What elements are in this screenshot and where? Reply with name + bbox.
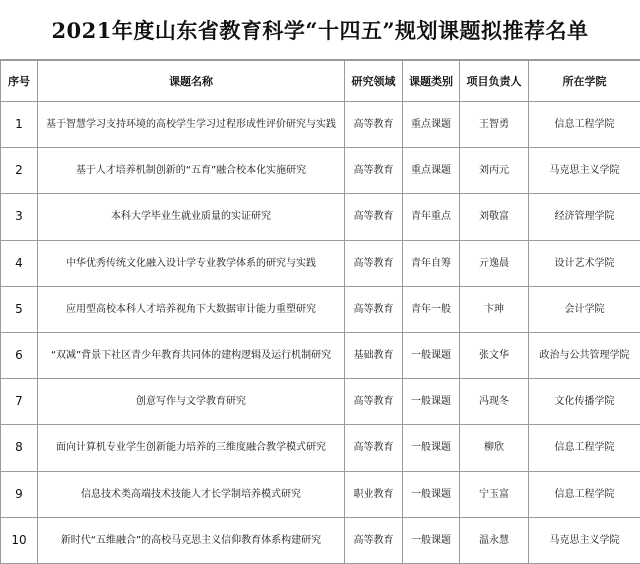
cell-category[interactable]: 一般课题	[403, 379, 460, 425]
cell-leader[interactable]: 柳欣	[460, 425, 529, 471]
cell-leader[interactable]: 宁玉富	[460, 471, 529, 517]
table-row	[1, 194, 640, 240]
cell-seq[interactable]: 10	[1, 517, 38, 563]
table-row	[1, 471, 640, 517]
cell-topic[interactable]: 基于智慧学习支持环境的高校学生学习过程形成性评价研究与实践	[38, 102, 345, 148]
header-topic[interactable]: 课题名称	[38, 61, 345, 102]
cell-field[interactable]: 高等教育	[345, 102, 403, 148]
cell-category[interactable]: 青年一般	[403, 286, 460, 332]
header-field[interactable]: 研究领域	[345, 61, 403, 102]
header-leader[interactable]: 项目负责人	[460, 61, 529, 102]
cell-college[interactable]: 信息工程学院	[529, 102, 640, 148]
header-seq[interactable]: 序号	[1, 61, 38, 102]
cell-college[interactable]: 会计学院	[529, 286, 640, 332]
cell-field[interactable]: 高等教育	[345, 194, 403, 240]
table-row	[1, 425, 640, 471]
cell-field[interactable]: 基础教育	[345, 332, 403, 378]
header-category[interactable]: 课题类别	[403, 61, 460, 102]
cell-leader[interactable]: 冯现冬	[460, 379, 529, 425]
header-college[interactable]: 所在学院	[529, 61, 640, 102]
cell-seq[interactable]: 8	[1, 425, 38, 471]
cell-field[interactable]: 高等教育	[345, 148, 403, 194]
cell-topic[interactable]: 新时代“五维融合”的高校马克思主义信仰教育体系构建研究	[38, 517, 345, 563]
cell-leader[interactable]: 张文华	[460, 332, 529, 378]
table-row	[1, 102, 640, 148]
cell-category[interactable]: 重点课题	[403, 148, 460, 194]
recommendation-table	[0, 60, 640, 564]
cell-category[interactable]: 一般课题	[403, 425, 460, 471]
cell-seq[interactable]: 4	[1, 240, 38, 286]
cell-topic[interactable]: 中华优秀传统文化融入设计学专业教学体系的研究与实践	[38, 240, 345, 286]
cell-leader[interactable]: 温永慧	[460, 517, 529, 563]
cell-college[interactable]: 信息工程学院	[529, 471, 640, 517]
cell-leader[interactable]: 亓逸晨	[460, 240, 529, 286]
cell-college[interactable]: 马克思主义学院	[529, 148, 640, 194]
table-row	[1, 286, 640, 332]
cell-category[interactable]: 一般课题	[403, 332, 460, 378]
cell-seq[interactable]: 5	[1, 286, 38, 332]
sheet-title: 2021年度山东省教育科学“十四五”规划课题拟推荐名单	[0, 0, 640, 60]
cell-leader[interactable]: 刘丙元	[460, 148, 529, 194]
cell-college[interactable]: 马克思主义学院	[529, 517, 640, 563]
table-row	[1, 332, 640, 378]
table-row	[1, 240, 640, 286]
cell-topic[interactable]: “双减”背景下社区青少年教育共同体的建构逻辑及运行机制研究	[38, 332, 345, 378]
table-row	[1, 379, 640, 425]
table-row	[1, 148, 640, 194]
cell-seq[interactable]: 6	[1, 332, 38, 378]
cell-field[interactable]: 高等教育	[345, 517, 403, 563]
cell-field[interactable]: 职业教育	[345, 471, 403, 517]
cell-college[interactable]: 经济管理学院	[529, 194, 640, 240]
cell-field[interactable]: 高等教育	[345, 379, 403, 425]
cell-category[interactable]: 青年重点	[403, 194, 460, 240]
cell-seq[interactable]: 7	[1, 379, 38, 425]
cell-field[interactable]: 高等教育	[345, 286, 403, 332]
cell-leader[interactable]: 卞珅	[460, 286, 529, 332]
cell-field[interactable]: 高等教育	[345, 240, 403, 286]
cell-leader[interactable]: 王智勇	[460, 102, 529, 148]
cell-topic[interactable]: 应用型高校本科人才培养视角下大数据审计能力重塑研究	[38, 286, 345, 332]
cell-seq[interactable]: 9	[1, 471, 38, 517]
cell-category[interactable]: 重点课题	[403, 102, 460, 148]
cell-topic[interactable]: 面向计算机专业学生创新能力培养的三维度融合教学模式研究	[38, 425, 345, 471]
cell-category[interactable]: 青年自筹	[403, 240, 460, 286]
cell-category[interactable]: 一般课题	[403, 517, 460, 563]
cell-college[interactable]: 文化传播学院	[529, 379, 640, 425]
cell-topic[interactable]: 信息技术类高端技术技能人才长学制培养模式研究	[38, 471, 345, 517]
cell-topic[interactable]: 创意写作与文学教育研究	[38, 379, 345, 425]
cell-college[interactable]: 政治与公共管理学院	[529, 332, 640, 378]
table-row	[1, 517, 640, 563]
cell-field[interactable]: 高等教育	[345, 425, 403, 471]
cell-college[interactable]: 设计艺术学院	[529, 240, 640, 286]
cell-college[interactable]: 信息工程学院	[529, 425, 640, 471]
cell-topic[interactable]: 本科大学毕业生就业质量的实证研究	[38, 194, 345, 240]
cell-seq[interactable]: 1	[1, 102, 38, 148]
cell-topic[interactable]: 基于人才培养机制创新的“五育”融合校本化实施研究	[38, 148, 345, 194]
cell-leader[interactable]: 刘敬富	[460, 194, 529, 240]
cell-seq[interactable]: 3	[1, 194, 38, 240]
cell-seq[interactable]: 2	[1, 148, 38, 194]
cell-category[interactable]: 一般课题	[403, 471, 460, 517]
header-row	[1, 61, 640, 102]
